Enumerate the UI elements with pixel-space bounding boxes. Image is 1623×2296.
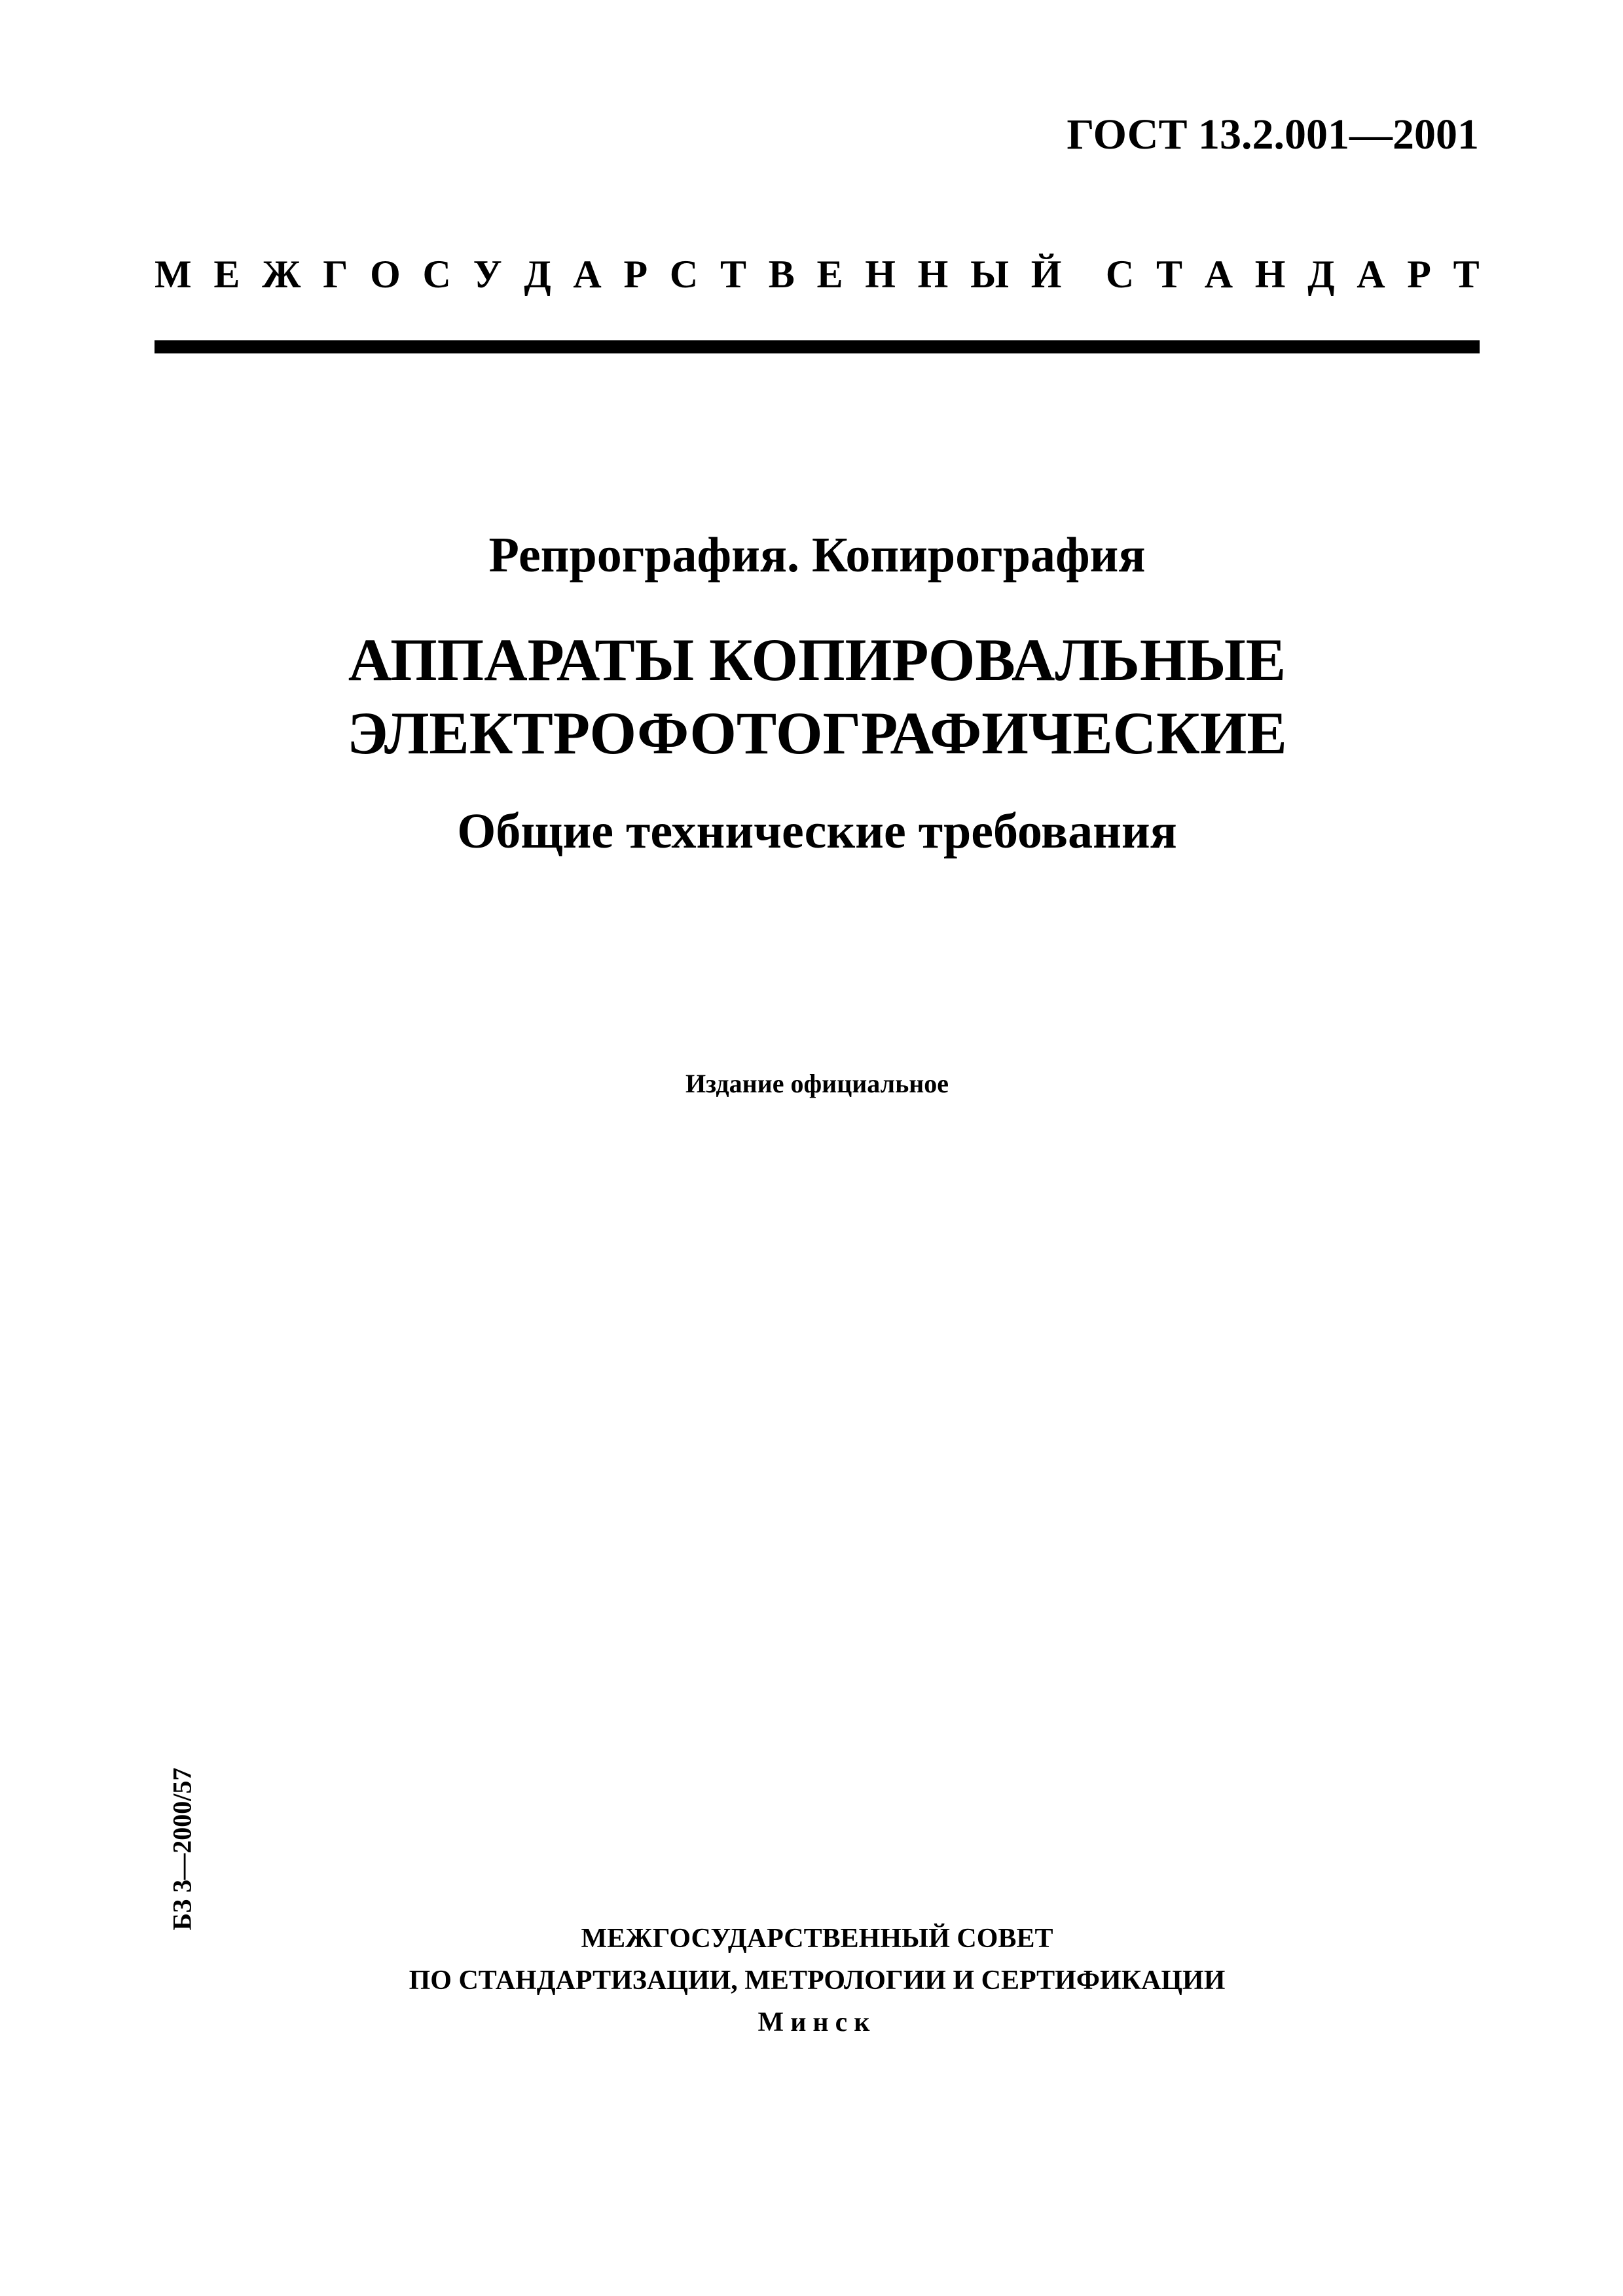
heading-letter: Н xyxy=(865,253,896,296)
heading-letter: Е xyxy=(213,253,240,296)
publisher-city: Минск xyxy=(757,2007,877,2037)
heading-letter: Д xyxy=(1307,253,1335,296)
main-title xyxy=(155,623,1480,770)
standard-type-heading xyxy=(155,252,1480,297)
heading-letter: Т xyxy=(1453,253,1480,296)
heading-letter: Г xyxy=(323,253,348,296)
heading-letter: О xyxy=(370,253,401,296)
heading-letter: Д xyxy=(524,253,551,296)
header-divider-rule xyxy=(155,340,1480,353)
heading-letter: Е xyxy=(816,253,843,296)
heading-letter: Т xyxy=(720,253,746,296)
heading-letter: У xyxy=(473,253,502,296)
publisher-line-2: ПО СТАНДАРТИЗАЦИИ, МЕТРОЛОГИИ И СЕРТИФИКАЦИИ xyxy=(409,1965,1226,1996)
main-title-line-1: АППАРАТЫ КОПИРОВАЛЬНЫЕ xyxy=(348,626,1286,693)
heading-letter: Н xyxy=(917,253,949,296)
heading-letter: С xyxy=(422,253,451,296)
edition-label: Издание официальное xyxy=(685,1069,949,1098)
heading-letter: В xyxy=(768,253,795,296)
publisher-line-1: МЕЖГОСУДАРСТВЕННЫЙ СОВЕТ xyxy=(581,1924,1053,1954)
heading-letter: Р xyxy=(623,253,648,296)
heading-letter: Н xyxy=(1254,253,1286,296)
heading-letter: А xyxy=(1204,253,1233,296)
heading-letter: С xyxy=(1105,253,1135,296)
title-scope: Общие технические требования xyxy=(457,804,1177,859)
publisher-block xyxy=(155,1918,1480,2043)
heading-letter: М xyxy=(155,253,192,296)
main-title-line-2: ЭЛЕКТРОФОТОГРАФИЧЕСКИЕ xyxy=(347,700,1287,766)
title-subject-area: Репрография. Копирография xyxy=(488,528,1146,583)
heading-letter: А xyxy=(573,253,602,296)
heading-letter: Й xyxy=(1030,253,1062,296)
heading-letter: Ж xyxy=(262,253,301,296)
heading-letter: А xyxy=(1357,253,1385,296)
heading-letter: Т xyxy=(1156,253,1182,296)
heading-letter: С xyxy=(669,253,699,296)
heading-letter: Ы xyxy=(970,253,1009,296)
standard-designation: ГОСТ 13.2.001—2001 xyxy=(1067,111,1479,158)
title-block xyxy=(155,524,1480,863)
side-code-text: БЗ 3—2000/57 xyxy=(167,1767,197,1931)
heading-letter: Р xyxy=(1407,253,1431,296)
